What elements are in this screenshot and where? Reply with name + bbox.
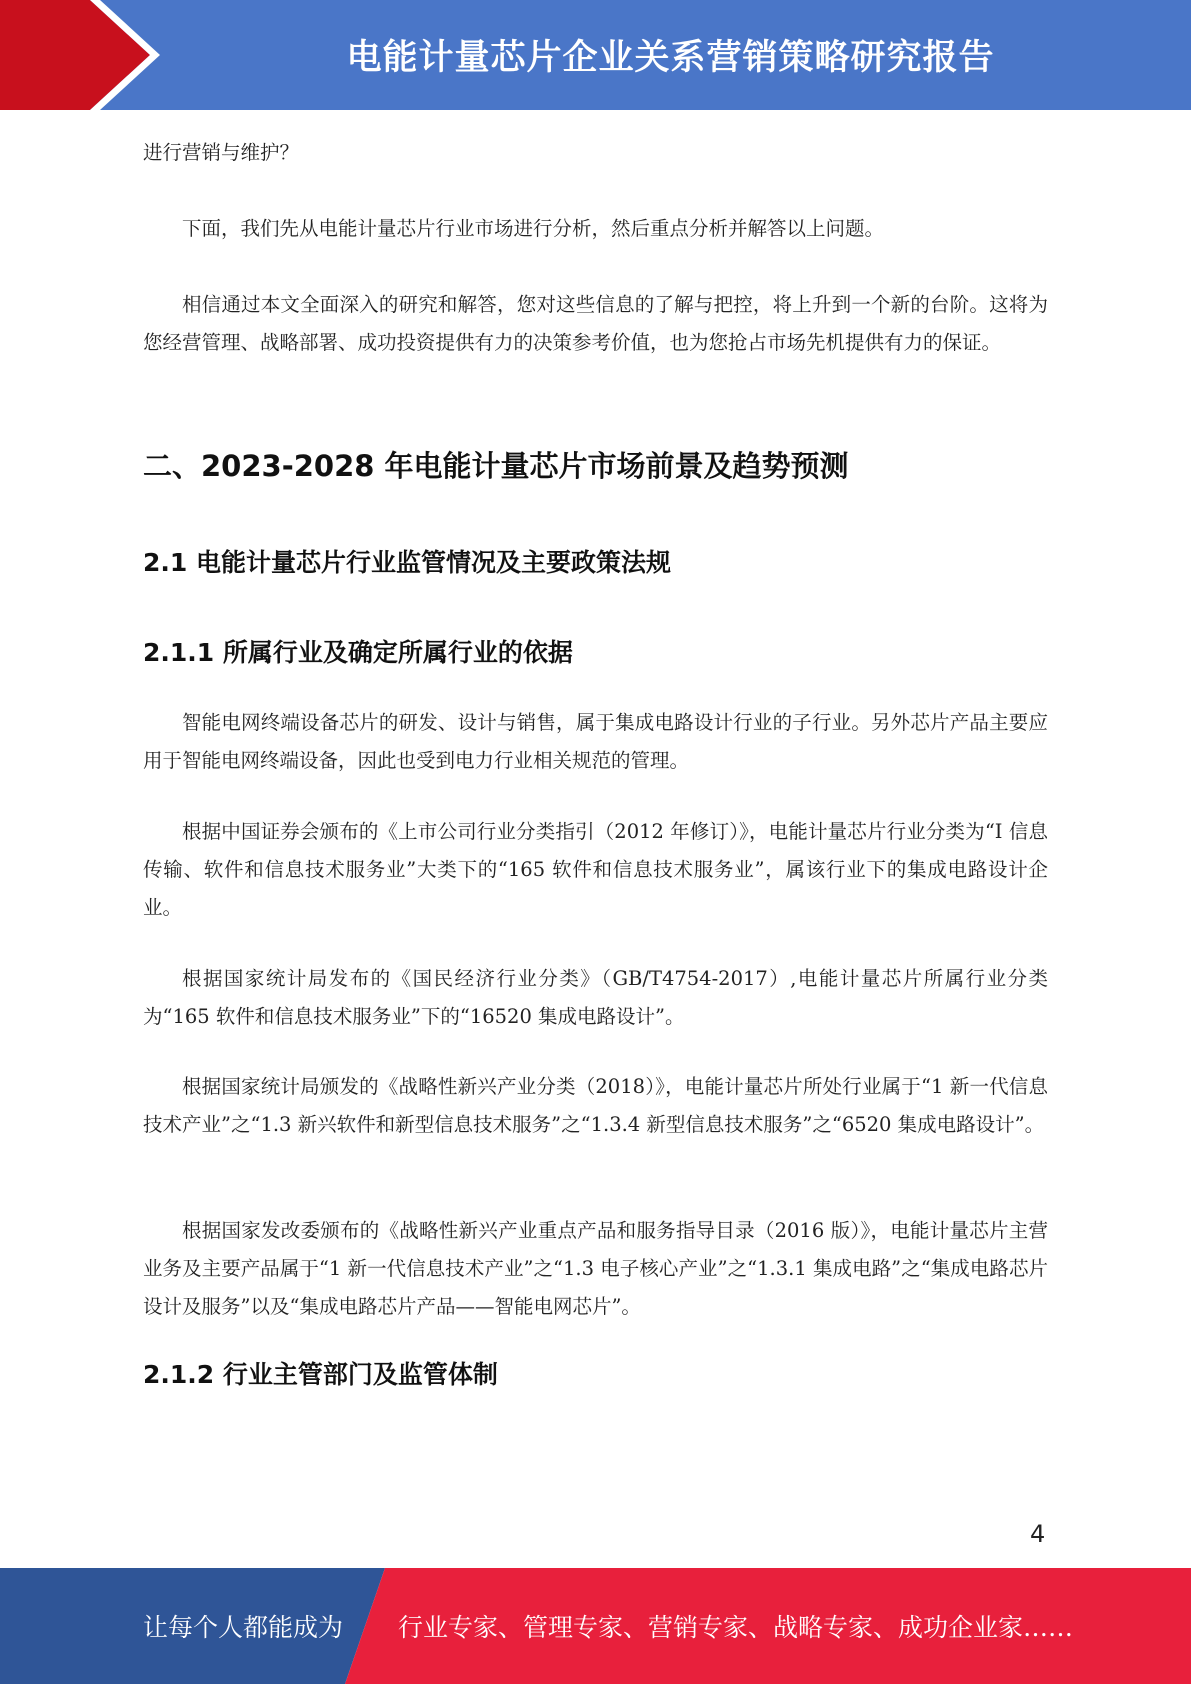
paragraph-overview: 下面，我们先从电能计量芯片行业市场进行分析，然后重点分析并解答以上问题。 <box>182 217 885 240</box>
paragraph-value: 相信通过本文全面深入的研究和解答，您对这些信息的了解与把控，将上升到一个新的台阶。这将为您经营管理、战略部署、成功投资提供有力的决策参考价值，也为您抢占市场先机提供有力的保证。 <box>143 293 1048 354</box>
footer-slogan-left: 让每个人都能成为 <box>143 1613 344 1642</box>
subsection-heading-2-1: 2.1 电能计量芯片行业监管情况及主要政策法规 <box>143 548 671 577</box>
footer-slogan-right: 行业专家、管理专家、营销专家、战略专家、成功企业家…… <box>398 1613 1074 1642</box>
header-title: 电能计量芯片企业关系营销策略研究报告 <box>346 38 995 78</box>
page-footer <box>0 1568 1191 1684</box>
paragraph-ndrc-catalog: 根据国家发改委颁布的《战略性新兴产业重点产品和服务指导目录（2016 版）》，电能计量芯片主营业务及主要产品属于“1 新一代信息技术产业”之“1.3 电子核心产业”之“1.3.1 集成电路”之“集成电路芯片设计及服务”以及“集成电路芯片产品——智能电网芯片”。 <box>143 1219 1048 1318</box>
subsection-heading-2-1-1: 2.1.1 所属行业及确定所属行业的依据 <box>143 638 573 667</box>
paragraph-intro-end: 进行营销与维护？ <box>143 141 300 164</box>
paragraph-industry: 智能电网终端设备芯片的研发、设计与销售，属于集成电路设计行业的子行业。另外芯片产品主要应用于智能电网终端设备，因此也受到电力行业相关规范的管理。 <box>143 711 1048 772</box>
subsection-heading-2-1-2: 2.1.2 行业主管部门及监管体制 <box>143 1360 498 1389</box>
section-heading-2: 二、2023-2028 年电能计量芯片市场前景及趋势预测 <box>143 449 849 483</box>
paragraph-csrc-classification: 根据中国证券会颁布的《上市公司行业分类指引（2012 年修订）》，电能计量芯片行业分类为“I 信息传输、软件和信息技术服务业”大类下的“165 软件和信息技术服务业”，属该行业下的集成电路设计企业。 <box>143 820 1048 919</box>
page-header <box>0 0 1191 110</box>
page-number: 4 <box>1030 1520 1046 1548</box>
paragraph-strategic-classification: 根据国家统计局颁发的《战略性新兴产业分类（2018）》，电能计量芯片所处行业属于“1 新一代信息技术产业”之“1.3 新兴软件和新型信息技术服务”之“1.3.4 新型信息技术服务”之“6520 集成电路设计”。 <box>143 1075 1048 1136</box>
paragraph-nbs-classification: 根据国家统计局发布的《国民经济行业分类》（GB/T4754-2017）,电能计量芯片所属行业分类为“165 软件和信息技术服务业”下的“16520 集成电路设计”。 <box>143 967 1048 1028</box>
